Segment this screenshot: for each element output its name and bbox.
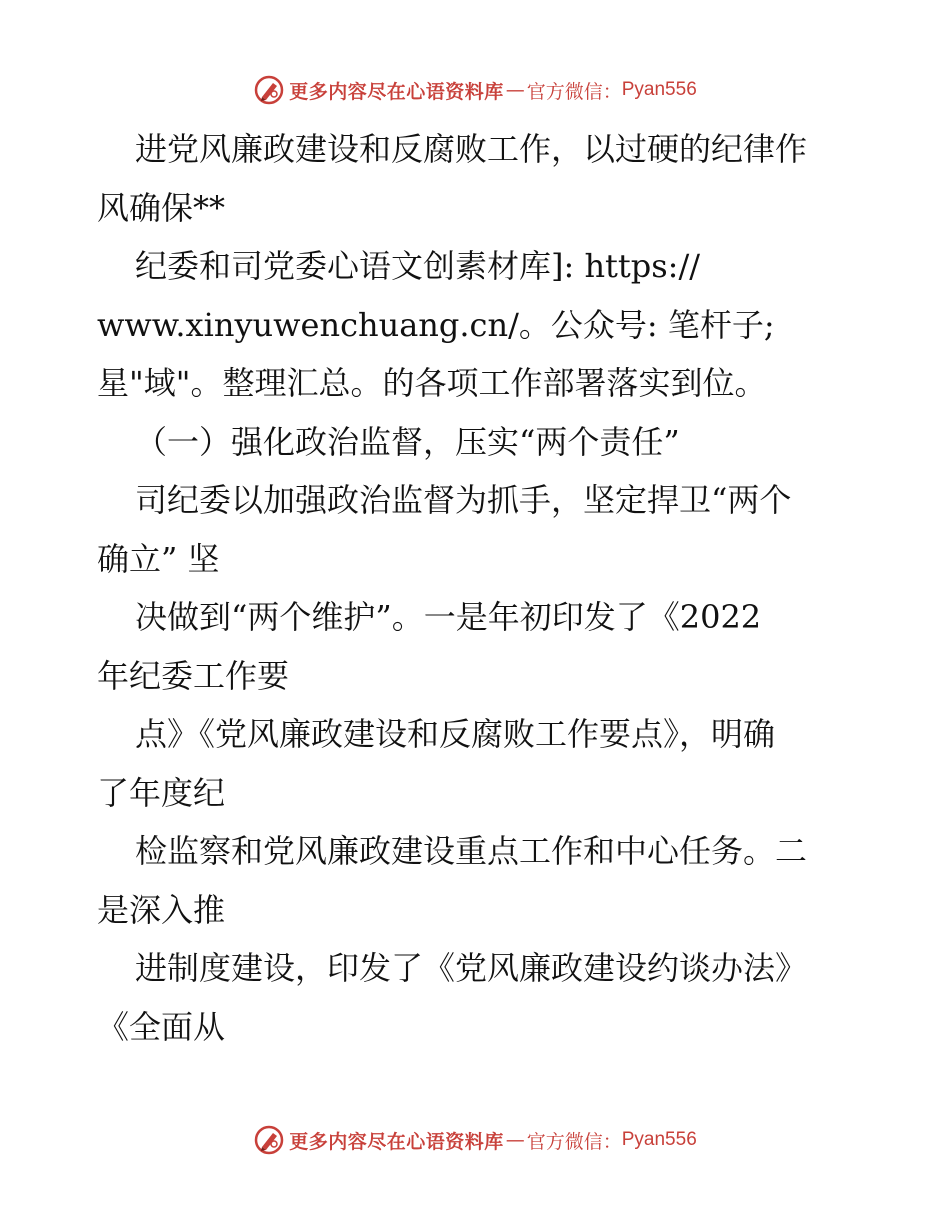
text-line: 进党风廉政建设和反腐败工作，以过硬的纪律作	[135, 130, 808, 168]
text-line: 检监察和党风廉政建设重点工作和中心任务。二	[135, 832, 808, 870]
text-line: 星"域"。整理汇总。的各项工作部署落实到位。	[97, 364, 767, 402]
pen-logo-icon	[253, 1124, 285, 1156]
text-line: 年纪委工作要	[97, 656, 290, 695]
section-heading: （一）强化政治监督，压实“两个责任”	[135, 422, 680, 461]
banner-wechat-id: Pyan556	[621, 1129, 697, 1150]
text-line: 确立” 坚	[97, 539, 220, 578]
banner-sub-text: 官方微信：	[526, 80, 622, 103]
text-line: 是深入推	[97, 890, 226, 929]
banner-wechat-id: Pyan556	[621, 79, 697, 100]
text-line: www.xinyuwenchuang.cn/。公众号: 笔杆子;	[97, 305, 775, 344]
text-line: 点》《党风廉政建设和反腐败工作要点》，明确	[135, 715, 776, 753]
banner-separator: —	[505, 1129, 525, 1151]
banner-main-text: 更多内容尽在心语资料库	[289, 80, 504, 103]
text-line: 《全面从	[97, 1007, 226, 1046]
footer-watermark-banner	[0, 1120, 950, 1160]
banner-separator: —	[505, 79, 525, 101]
text-line: 司纪委以加强政治监督为抓手，坚定捍卫“两个	[135, 481, 792, 519]
text-line: 风确保**	[97, 188, 226, 227]
header-watermark-banner	[0, 70, 950, 110]
banner-main-text: 更多内容尽在心语资料库	[289, 1130, 504, 1153]
pen-logo-icon	[253, 74, 285, 106]
text-line: 进制度建设，印发了《党风廉政建设约谈办法》	[135, 949, 808, 987]
text-line: 纪委和司党委心语文创素材库]: https://	[135, 247, 701, 285]
banner-sub-text: 官方微信：	[526, 1130, 622, 1153]
text-line: 了年度纪	[97, 773, 226, 812]
document-body	[97, 120, 857, 1056]
text-line: 决做到“两个维护”。一是年初印发了《2022	[135, 598, 762, 636]
